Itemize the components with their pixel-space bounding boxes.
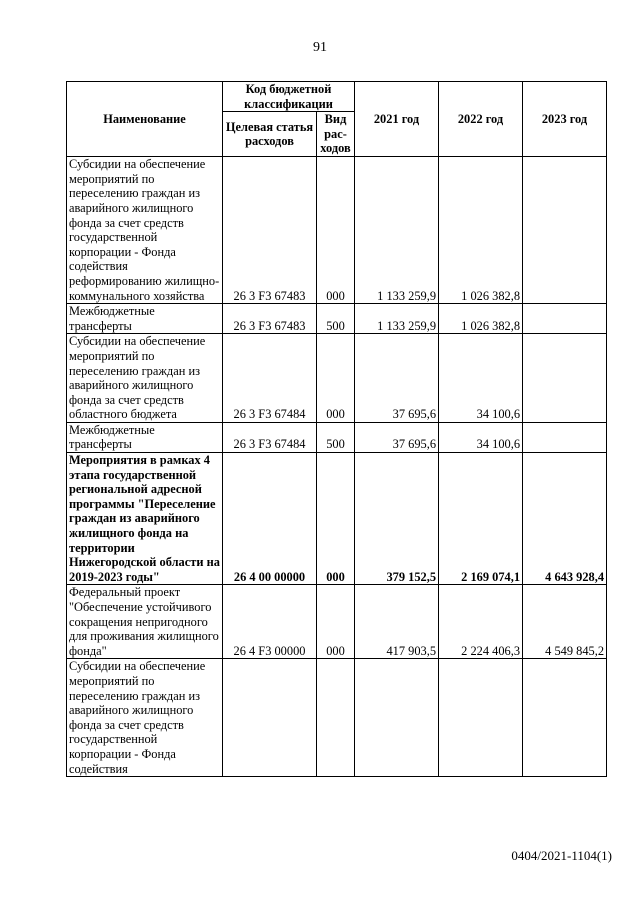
page-number: 91 bbox=[313, 40, 327, 55]
table-row bbox=[67, 659, 607, 777]
cell-2022: 34 100,6 bbox=[439, 422, 523, 452]
header-code-group: Код бюджетной классификации bbox=[223, 82, 355, 112]
cell-2022: 1 026 382,8 bbox=[439, 304, 523, 334]
header-2023: 2023 год bbox=[523, 82, 607, 157]
cell-expense-type: 500 bbox=[317, 422, 355, 452]
cell-target-code: 26 3 F3 67484 bbox=[223, 422, 317, 452]
cell-2021: 379 152,5 bbox=[355, 453, 439, 585]
cell-2023 bbox=[523, 659, 607, 777]
cell-2022: 34 100,6 bbox=[439, 334, 523, 423]
table-row bbox=[67, 304, 607, 334]
cell-name: Федеральный проект "Обеспечение устойчивого сокращения непригодного для проживания жилищного фонда" bbox=[67, 585, 223, 659]
cell-2023 bbox=[523, 304, 607, 334]
cell-name: Межбюджетные трансферты bbox=[67, 422, 223, 452]
header-target: Целевая статья расходов bbox=[223, 112, 317, 157]
cell-2023 bbox=[523, 422, 607, 452]
cell-target-code bbox=[223, 659, 317, 777]
table-row bbox=[67, 334, 607, 423]
budget-table bbox=[66, 81, 607, 777]
cell-2021: 1 133 259,9 bbox=[355, 304, 439, 334]
cell-name: Мероприятия в рамках 4 этапа государственной региональной адресной программы "Переселение граждан из аварийного жилищного фонда на территории Нижегородской области на 2019-2023 годы" bbox=[67, 453, 223, 585]
cell-name: Межбюджетные трансферты bbox=[67, 304, 223, 334]
cell-name: Субсидии на обеспечение мероприятий по переселению граждан из аварийного жилищного фонда за счет средств государственной корпорации - Фонда содействия bbox=[67, 659, 223, 777]
table-row bbox=[67, 453, 607, 585]
header-type: Вид рас-ходов bbox=[317, 112, 355, 157]
cell-expense-type: 000 bbox=[317, 585, 355, 659]
cell-2023: 4 549 845,2 bbox=[523, 585, 607, 659]
document-code: 0404/2021-1104(1) bbox=[511, 848, 612, 863]
cell-2021: 417 903,5 bbox=[355, 585, 439, 659]
cell-2022 bbox=[439, 659, 523, 777]
cell-name: Субсидии на обеспечение мероприятий по переселению граждан из аварийного жилищного фонда за счет средств областного бюджета bbox=[67, 334, 223, 423]
cell-target-code: 26 3 F3 67483 bbox=[223, 304, 317, 334]
cell-expense-type: 000 bbox=[317, 157, 355, 304]
cell-2021: 37 695,6 bbox=[355, 422, 439, 452]
table-row bbox=[67, 585, 607, 659]
cell-2023: 4 643 928,4 bbox=[523, 453, 607, 585]
table-row bbox=[67, 422, 607, 452]
cell-target-code: 26 3 F3 67484 bbox=[223, 334, 317, 423]
cell-2021 bbox=[355, 659, 439, 777]
table-row bbox=[67, 157, 607, 304]
header-2022: 2022 год bbox=[439, 82, 523, 157]
cell-2022: 1 026 382,8 bbox=[439, 157, 523, 304]
cell-target-code: 26 4 F3 00000 bbox=[223, 585, 317, 659]
cell-2023 bbox=[523, 334, 607, 423]
cell-expense-type bbox=[317, 659, 355, 777]
header-name: Наименование bbox=[67, 82, 223, 157]
cell-2022: 2 224 406,3 bbox=[439, 585, 523, 659]
cell-expense-type: 500 bbox=[317, 304, 355, 334]
cell-2023 bbox=[523, 157, 607, 304]
cell-target-code: 26 3 F3 67483 bbox=[223, 157, 317, 304]
cell-2022: 2 169 074,1 bbox=[439, 453, 523, 585]
cell-expense-type: 000 bbox=[317, 453, 355, 585]
cell-2021: 37 695,6 bbox=[355, 334, 439, 423]
cell-2021: 1 133 259,9 bbox=[355, 157, 439, 304]
table-body bbox=[67, 157, 607, 777]
cell-target-code: 26 4 00 00000 bbox=[223, 453, 317, 585]
cell-name: Субсидии на обеспечение мероприятий по переселению граждан из аварийного жилищного фонда за счет средств государственной корпорации - Фонда содействия реформированию жилищно-коммунального хозяйства bbox=[67, 157, 223, 304]
header-2021: 2021 год bbox=[355, 82, 439, 157]
cell-expense-type: 000 bbox=[317, 334, 355, 423]
